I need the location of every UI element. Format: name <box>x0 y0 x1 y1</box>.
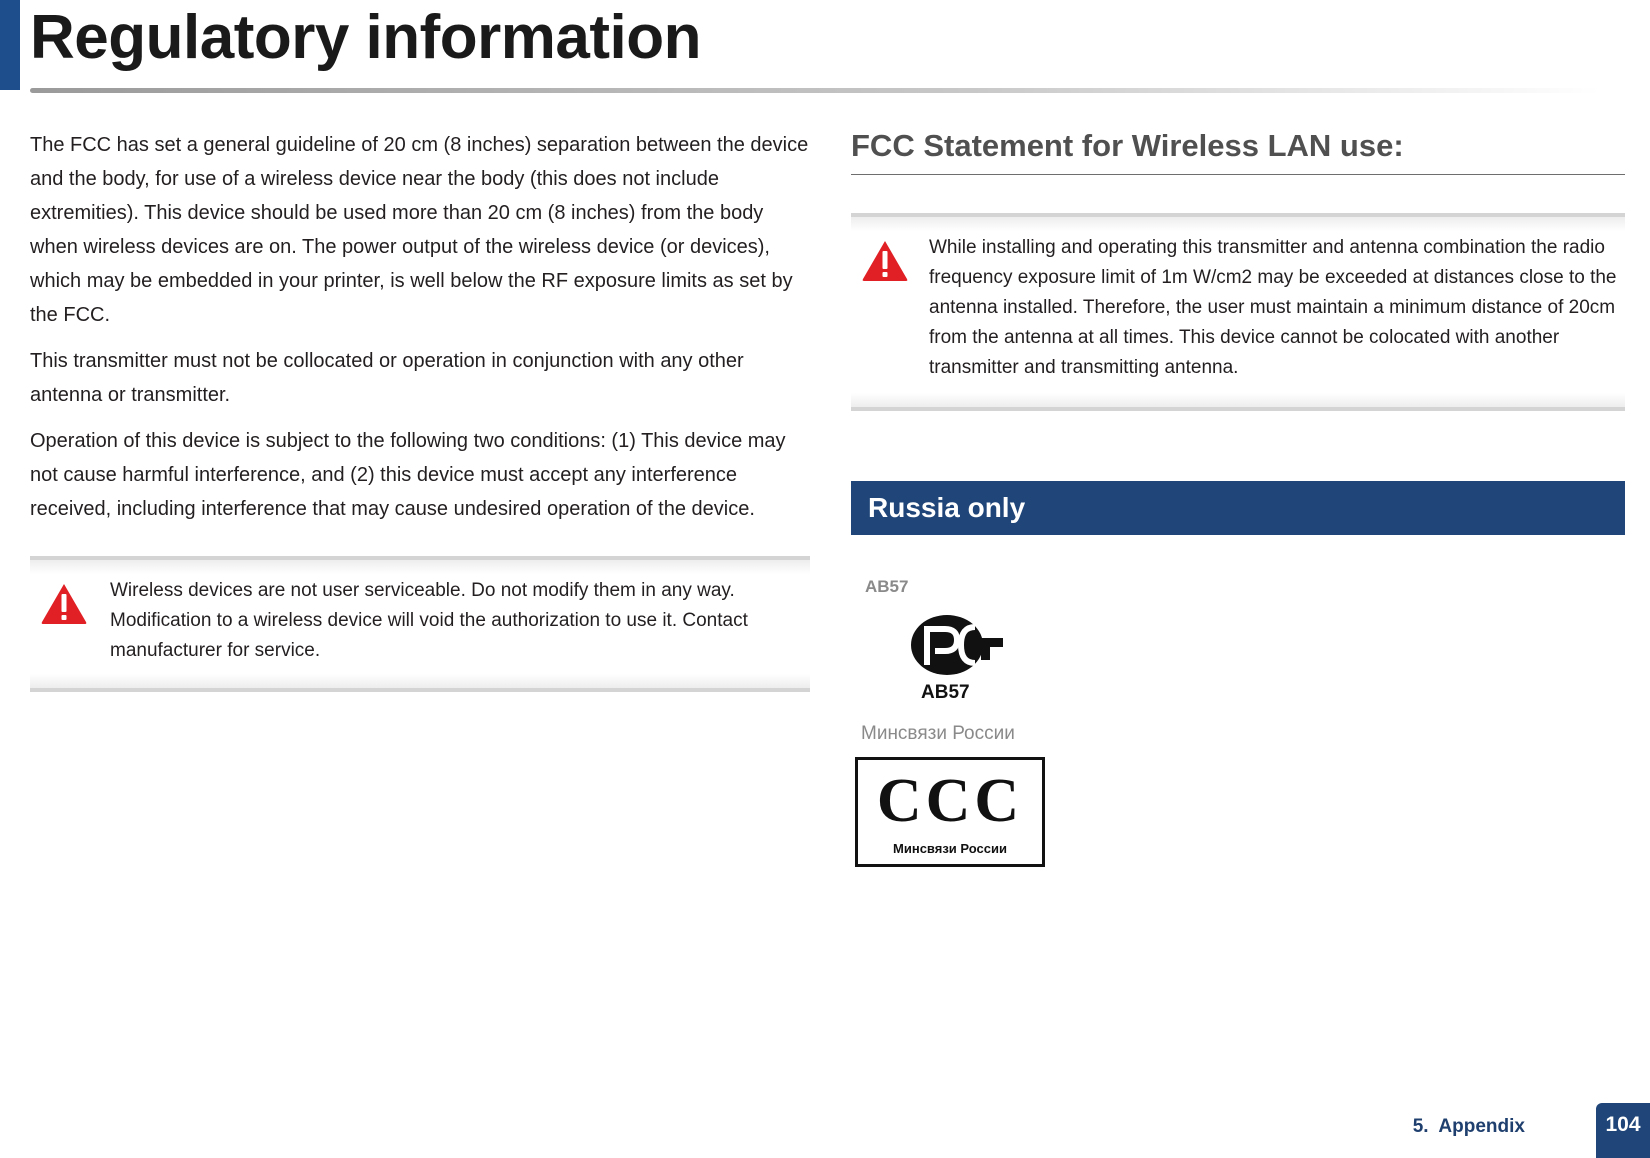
pct-mark-code: AB57 <box>921 682 970 703</box>
warning-icon <box>40 582 88 626</box>
warning-note-exposure <box>851 213 1625 411</box>
section-heading-fcc-wlan: FCC Statement for Wireless LAN use: <box>851 128 1625 175</box>
section-banner-russia: Russia only <box>851 481 1625 535</box>
page-number-badge: 104 <box>1596 1103 1650 1158</box>
ccc-mark-caption: Минсвязи России <box>893 841 1007 856</box>
warning-note-serviceable <box>30 556 810 692</box>
russia-code-label: AB57 <box>865 577 909 596</box>
paragraph-conditions: Operation of this device is subject to the following two conditions: (1) This device may not cause harmful interference, and (2) this device must accept any interference received, including interference that may cause undesired operation of the device. <box>30 430 786 520</box>
paragraph-collocation: This transmitter must not be collocated or operation in conjunction with any other antenna or transmitter. <box>30 350 744 406</box>
warning-icon <box>861 239 909 283</box>
ccc-mark-text: CCC <box>876 767 1024 835</box>
warning-note-text: Wireless devices are not user serviceable. Do not modify them in any way. Modification to a wireless device will void the authorization to use it. Contact manufacturer for service. <box>110 580 748 661</box>
right-column <box>851 128 1625 867</box>
pct-certification-mark <box>905 611 1005 703</box>
ministry-label: Минсвязи России <box>861 723 1015 744</box>
paragraph-fcc-guideline: The FCC has set a general guideline of 20 cm (8 inches) separation between the device and the body, for use of a wireless device near the body (this does not include extremities). This device should be used more than 20 cm (8 inches) from the body when wireless devices are on. The power output of the wireless device (or devices), which may be embedded in your printer, is well below the RF exposure limits as set by the FCC. <box>30 134 809 326</box>
ccc-certification-mark <box>855 757 1045 867</box>
left-column <box>30 128 810 692</box>
page-title: Regulatory information <box>30 3 702 72</box>
title-accent-bar <box>0 0 20 90</box>
footer-section-label: 5. Appendix <box>1412 1116 1525 1137</box>
title-rule <box>30 88 1600 93</box>
warning-note-text: While installing and operating this transmitter and antenna combination the radio frequency exposure limit of 1m W/cm2 may be exceeded at distances close to the antenna installed. Therefore, the user must maintain a minimum distance of 20cm from the antenna at all times. This device cannot be colocated with another transmitter and transmitting antenna. <box>929 237 1617 378</box>
